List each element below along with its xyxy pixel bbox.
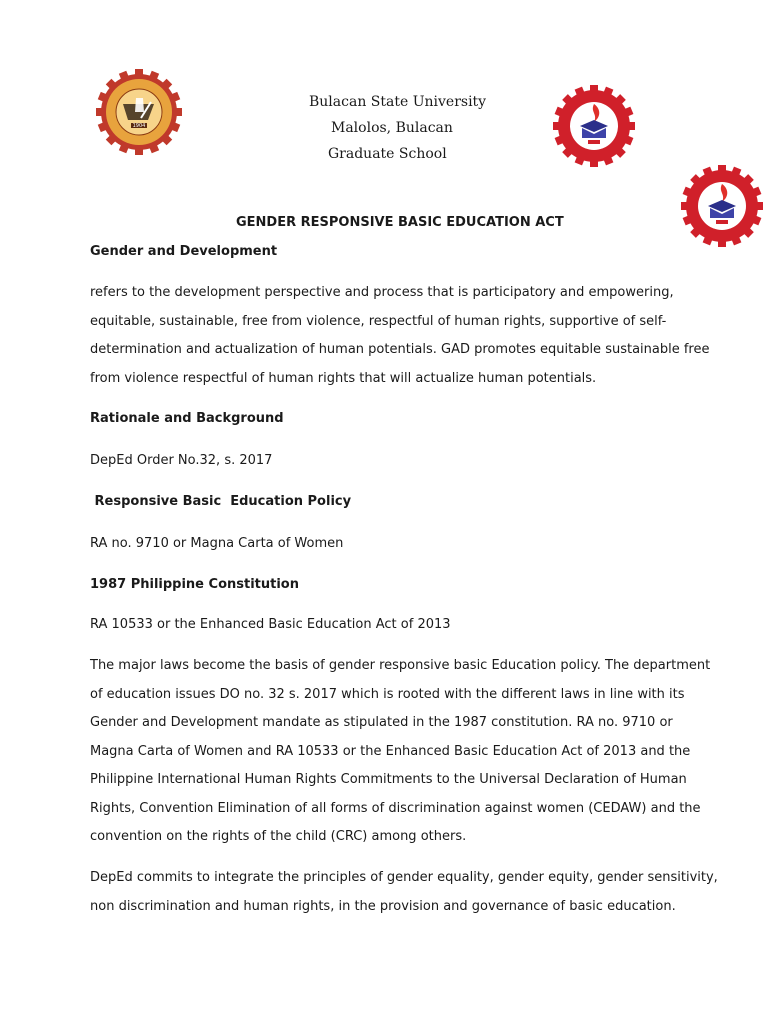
paragraph-line: determination and actualization of human potentials. GAD promotes equitable sustainable free — [90, 342, 710, 357]
graduate-school-seal-icon — [678, 162, 766, 250]
paragraph-line: refers to the development perspective and process that is participatory and empowering, — [90, 285, 674, 300]
paragraph-line: convention on the rights of the child (CRC) among others. — [90, 829, 467, 844]
commit-paragraph — [90, 864, 718, 921]
paragraph-line: equitable, sustainable, free from violence, respectful of human rights, supportive of self- — [90, 313, 667, 329]
laws-paragraph — [90, 652, 711, 852]
ra10533-line: RA 10533 or the Enhanced Basic Education Act of 2013 — [90, 617, 451, 632]
policy-heading: Responsive Basic Education Policy — [90, 494, 352, 509]
seal-year: 1904 — [132, 123, 146, 129]
bulacan-state-university-seal-icon — [96, 68, 182, 156]
university-name: Bulacan State University — [309, 94, 487, 110]
graduate-school-seal-icon — [550, 82, 638, 170]
gad-paragraph — [90, 279, 710, 393]
paragraph-line: Gender and Development mandate as stipulated in the 1987 constitution. RA no. 9710 or — [90, 715, 673, 730]
paragraph-line: non discrimination and human rights, in the provision and governance of basic education. — [90, 898, 676, 914]
constitution-heading: 1987 Philippine Constitution — [90, 577, 299, 592]
graduate-school-label: Graduate School — [328, 146, 447, 162]
paragraph-line: Philippine International Human Rights Commitments to the Universal Declaration of Human — [90, 772, 687, 787]
paragraph-line: from violence respectful of human rights that will actualize human potentials. — [90, 370, 597, 386]
deped-order-line: DepEd Order No.32, s. 2017 — [90, 453, 273, 468]
paragraph-line: The major laws become the basis of gender responsive basic Education policy. The department — [90, 658, 711, 673]
paragraph-line: Magna Carta of Women and RA 10533 or the Enhanced Basic Education Act of 2013 and the — [90, 743, 691, 759]
paragraph-line: Rights, Convention Elimination of all forms of discrimination against women (CEDAW) and the — [90, 800, 701, 816]
rationale-heading: Rationale and Background — [90, 411, 284, 426]
ra9710-line: RA no. 9710 or Magna Carta of Women — [90, 536, 344, 551]
paragraph-line: DepEd commits to integrate the principles of gender equality, gender equity, gender sensitivity, — [90, 870, 718, 885]
gad-heading: Gender and Development — [90, 244, 278, 259]
document-title: GENDER RESPONSIVE BASIC EDUCATION ACT — [236, 215, 564, 230]
university-city: Malolos, Bulacan — [331, 120, 453, 136]
paragraph-line: of education issues DO no. 32 s. 2017 which is rooted with the different laws in line with its — [90, 686, 685, 702]
